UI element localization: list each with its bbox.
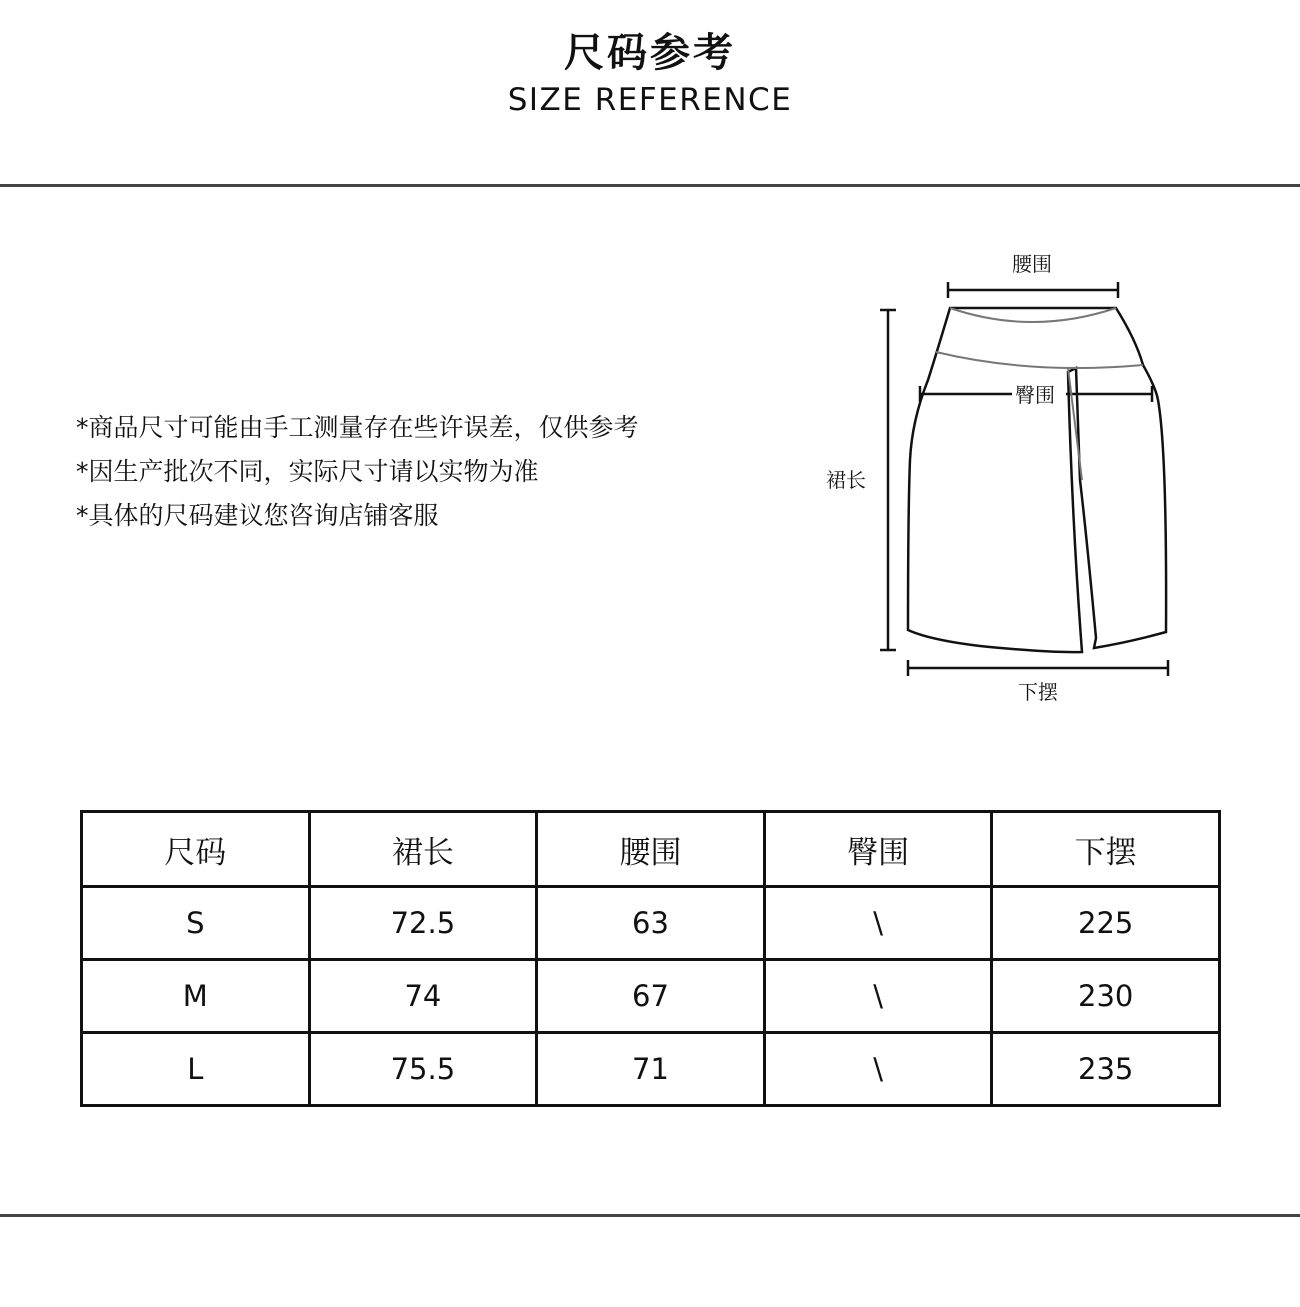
length-label: 裙长 <box>826 468 866 492</box>
table-cell: 67 <box>537 960 765 1033</box>
header-waist: 腰围 <box>537 812 765 887</box>
table-header-row <box>82 812 1220 887</box>
note-item: *商品尺寸可能由手工测量存在些许误差，仅供参考 <box>76 413 639 442</box>
top-divider <box>0 184 1300 187</box>
header-hip: 臀围 <box>764 812 992 887</box>
table-row <box>82 1033 1220 1106</box>
table-cell: \ <box>764 887 992 960</box>
hem-label: 下摆 <box>1018 680 1058 704</box>
page-title: 尺码参考 <box>564 30 736 76</box>
note-item: *因生产批次不同，实际尺寸请以实物为准 <box>76 457 539 486</box>
skirt-diagram <box>800 240 1220 720</box>
waist-label: 腰围 <box>1012 252 1052 276</box>
table-cell: S <box>82 887 310 960</box>
table-cell: 75.5 <box>309 1033 537 1106</box>
header-size: 尺码 <box>82 812 310 887</box>
table-row <box>82 960 1220 1033</box>
table-cell: 230 <box>992 960 1220 1033</box>
page-subtitle: SIZE REFERENCE <box>507 82 793 118</box>
table-cell: 74 <box>309 960 537 1033</box>
notes-list <box>76 406 639 538</box>
table-cell: 63 <box>537 887 765 960</box>
hip-label: 臀围 <box>1015 383 1055 407</box>
note-item: *具体的尺码建议您咨询店铺客服 <box>76 501 439 530</box>
table-cell: M <box>82 960 310 1033</box>
table-cell: 235 <box>992 1033 1220 1106</box>
table-cell: 225 <box>992 887 1220 960</box>
table-cell: 72.5 <box>309 887 537 960</box>
table-cell: 71 <box>537 1033 765 1106</box>
table-cell: \ <box>764 960 992 1033</box>
table-cell: L <box>82 1033 310 1106</box>
size-table <box>80 810 1221 1107</box>
header-hem: 下摆 <box>992 812 1220 887</box>
header-length: 裙长 <box>309 812 537 887</box>
bottom-divider <box>0 1214 1300 1217</box>
table-cell: \ <box>764 1033 992 1106</box>
table-row <box>82 887 1220 960</box>
